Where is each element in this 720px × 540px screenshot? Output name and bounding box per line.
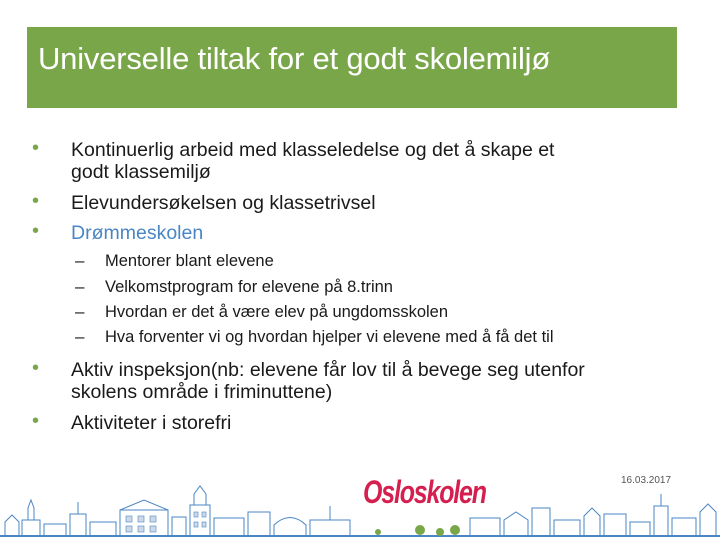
bullet-text: Kontinuerlig arbeid med klasseledelse og det å skape et bbox=[71, 139, 555, 161]
bullet-text-continued: godt klassemiljø bbox=[71, 161, 211, 183]
sub-bullet-text: Hva forventer vi og hvordan hjelper vi elevene med å få det til bbox=[105, 328, 554, 346]
bullet-dot: • bbox=[32, 190, 40, 212]
sub-bullet-dash: – bbox=[75, 251, 85, 270]
sub-bullet-dash: – bbox=[75, 277, 85, 296]
osloskolen-logo: Osloskolen bbox=[363, 474, 486, 510]
bullet-dot: • bbox=[32, 357, 40, 379]
bullet-text: Drømmeskolen bbox=[71, 222, 204, 244]
bullet-dot: • bbox=[32, 137, 40, 159]
sub-bullet-text: Mentorer blant elevene bbox=[105, 252, 274, 270]
city-skyline-illustration bbox=[0, 470, 720, 540]
bullet-text: Elevundersøkelsen og klassetrivsel bbox=[71, 192, 376, 214]
sub-bullet-dash: – bbox=[75, 327, 85, 346]
bullet-text-continued: skolens område i friminuttene) bbox=[71, 381, 333, 403]
bullet-text: Aktiv inspeksjon(nb: elevene får lov til å bevege seg utenfor bbox=[71, 359, 585, 381]
sub-bullet-text: Hvordan er det å være elev på ungdomsskolen bbox=[105, 303, 449, 321]
sub-bullet-text: Velkomstprogram for elevene på 8.trinn bbox=[105, 278, 393, 296]
slide-title: Universelle tiltak for et godt skolemiljø bbox=[38, 41, 551, 76]
sub-bullet-dash: – bbox=[75, 302, 85, 321]
bullet-dot: • bbox=[32, 410, 40, 432]
bullet-dot: • bbox=[32, 220, 40, 242]
bullet-text: Aktiviteter i storefri bbox=[71, 412, 232, 434]
slide-date: 16.03.2017 bbox=[621, 475, 672, 486]
